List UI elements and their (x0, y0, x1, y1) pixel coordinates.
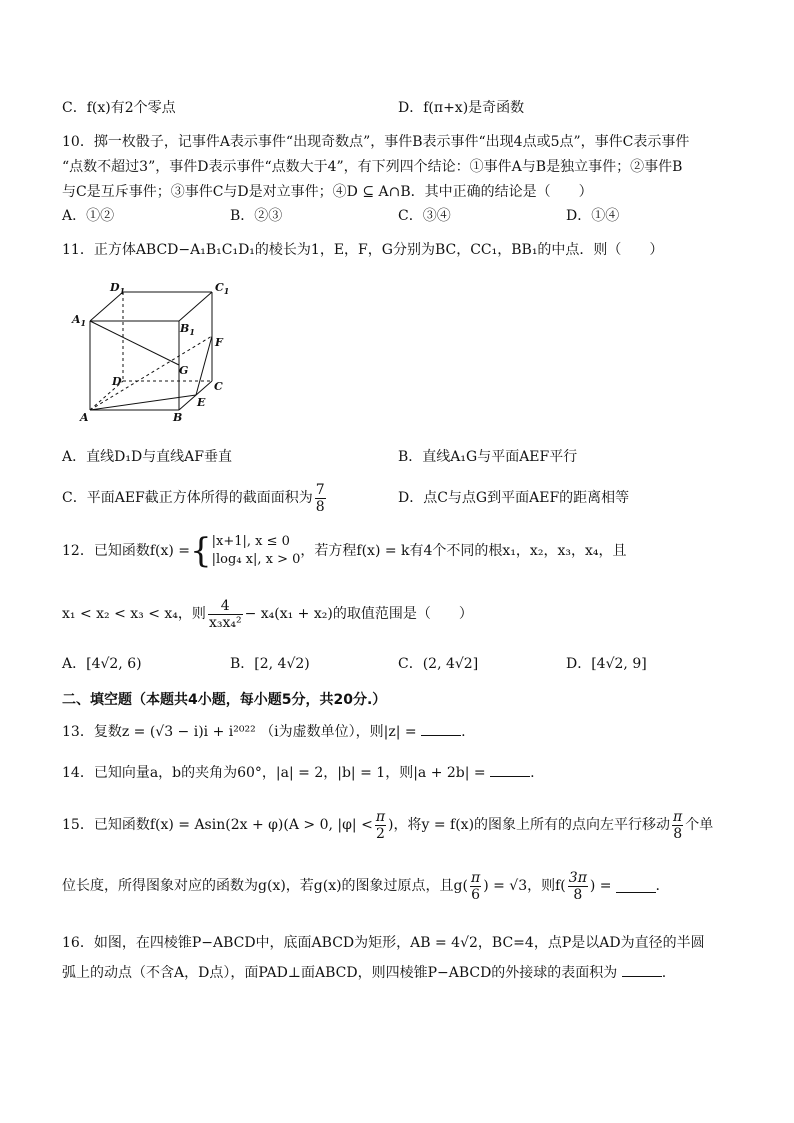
q10-line-2: “点数不超过3”，事件D表示事件“点数大于4”，有下列四个结论：①事件A与B是独立事件；②事件B (62, 159, 683, 175)
q15-line-1 (62, 805, 713, 845)
answer-blank[interactable] (616, 880, 656, 893)
q16-line2-text: 弧上的动点（不含A，D点），面PAD⊥面ABCD，则四棱锥P−ABCD的外接球的表面积为 (62, 965, 618, 981)
q11-option-c (62, 478, 328, 518)
frac-pi-over-2 (375, 809, 386, 842)
q15-line1-b: )，将y = f(x)的图象上所有的点向左平行移动 (388, 817, 671, 833)
q15-line-2: 位长度，所得图象对应的函数为g(x)，若g(x)的图象过原点，且g( $\frac{\pi}{6}$ ) = √3，则f( $\frac{3\pi}{8}$ ) = . (62, 869, 660, 903)
case-1: |x+1|, x ≤ 0 (211, 534, 290, 549)
label-A: A (80, 411, 89, 424)
q11-option-b: B．直线A₁G与平面AEF平行 (398, 449, 578, 465)
frac-den: 6 (471, 886, 481, 903)
fraction-numerator: 7 (315, 481, 325, 498)
q12-fraction-num: 4 (208, 598, 243, 615)
q11-option-d: D．点C与点G到平面AEF的距离相等 (398, 490, 630, 506)
fraction-denominator: 8 (315, 498, 325, 515)
frac-num: π (375, 808, 386, 825)
label-D: D (112, 375, 122, 388)
q10-option-d: D．①④ (566, 208, 620, 224)
frac-num: 3π (568, 869, 587, 886)
q12-fraction-den: x₃x₄² (208, 614, 242, 631)
q9-option-d: D．f(π+x)是奇函数 (398, 100, 525, 116)
q10-line-1: 10．掷一枚骰子，记事件A表示事件“出现奇数点”，事件B表示事件“出现4点或5点”，事件C表示事件 (62, 134, 690, 150)
q12-stem-b: ，若方程f(x) = k有4个不同的根x₁，x₂，x₃，x₄，且 (300, 543, 627, 559)
q15-line2-a: 位长度，所得图象对应的函数为g(x)，若g(x)的图象过原点，且g( (62, 878, 468, 894)
answer-blank[interactable] (622, 964, 662, 977)
case-2: |log₄ x|, x > 0 (211, 552, 301, 567)
q12-stem (62, 529, 626, 573)
q16-line-2: 弧上的动点（不含A，D点），面PAD⊥面ABCD，则四棱锥P−ABCD的外接球的表面积为 . (62, 965, 667, 981)
q11-option-a: A．直线D₁D与直线AF垂直 (62, 449, 232, 465)
label-B1: $B_1$ (180, 322, 195, 337)
q13: 13．复数z = (√3 − i)i + i²⁰²² （i为虚数单位），则|z| = . (62, 724, 466, 740)
q9-option-c: C．f(x)有2个零点 (62, 100, 176, 116)
frac-num: π (471, 869, 481, 886)
q11-stem: 11．正方体ABCD−A₁B₁C₁D₁的棱长为1，E，F，G分别为BC，CC₁，BB₁的中点．则（ ） (62, 242, 664, 258)
q15-line1-a: 15．已知函数f(x) = Asin(2x + φ)(A > 0, |φ| < (62, 817, 373, 833)
q11-option-c-text: C．平面AEF截正方体所得的截面面积为 (62, 490, 313, 506)
frac-den: 8 (673, 825, 683, 842)
q15-line1-c: 个单 (685, 817, 714, 833)
frac-pi-over-8 (672, 809, 683, 842)
q10-option-a: A．①② (62, 208, 115, 224)
q12-fraction (208, 598, 243, 631)
q12-line-2 (62, 594, 473, 634)
q14-text: 14．已知向量a，b的夹角为60°，|a| = 2，|b| = 1，则|a + 2b| = (62, 765, 486, 781)
q16-line-1: 16．如图，在四棱锥P−ABCD中，底面ABCD为矩形，AB = 4√2，BC=4，点P是以AD为直径的半圆 (62, 935, 705, 951)
q13-text: 13．复数z = (√3 − i)i + i²⁰²² （i为虚数单位），则|z| = (62, 724, 417, 740)
q10-option-b: B．②③ (230, 208, 283, 224)
answer-blank[interactable] (490, 764, 530, 777)
frac-den: 8 (573, 886, 583, 903)
left-brace-icon: { (190, 531, 212, 571)
cube-figure (66, 278, 236, 426)
fraction-seven-eighths (315, 482, 326, 515)
label-E: E (197, 396, 206, 409)
q15-line2-b: ) = √3，则f( (483, 878, 566, 894)
answer-blank[interactable] (421, 723, 461, 736)
q12-option-d: D．[4√2, 9] (566, 656, 647, 672)
q12-line2-a: x₁ < x₂ < x₃ < x₄，则 (62, 606, 206, 622)
q15-line2-c: ) = (589, 878, 612, 894)
label-D1: $D_1$ (110, 281, 126, 296)
label-G: G (179, 364, 189, 377)
q12-option-a: A．[4√2, 6) (62, 656, 142, 672)
q12-option-b: B．[2, 4√2) (230, 656, 310, 672)
frac-3pi-over-8 (568, 870, 588, 903)
q10-line-3: 与C是互斥事件；③事件C与D是对立事件；④D ⊆ A∩B．其中正确的结论是（ ） (62, 184, 593, 200)
label-C1: $C_1$ (215, 281, 230, 296)
q12-stem-a: 12．已知函数f(x) = (62, 543, 190, 559)
q12-line2-b: − x₄(x₁ + x₂)的取值范围是（ ） (244, 606, 473, 622)
label-C: C (214, 380, 223, 393)
label-A1: $A_1$ (72, 313, 87, 328)
frac-den: 2 (375, 825, 385, 842)
frac-pi-over-6 (470, 870, 481, 903)
section-heading: 二、填空题（本题共4小题，每小题5分，共20分.） (62, 692, 387, 708)
q12-option-c: C．(2, 4√2] (398, 656, 479, 672)
frac-num: π (673, 808, 683, 825)
label-B: B (173, 411, 183, 424)
label-F: F (215, 336, 223, 349)
piecewise-cases (212, 533, 301, 569)
q14: 14．已知向量a，b的夹角为60°，|a| = 2，|b| = 1，则|a + 2b| = . (62, 765, 535, 781)
q10-option-c: C．③④ (398, 208, 451, 224)
